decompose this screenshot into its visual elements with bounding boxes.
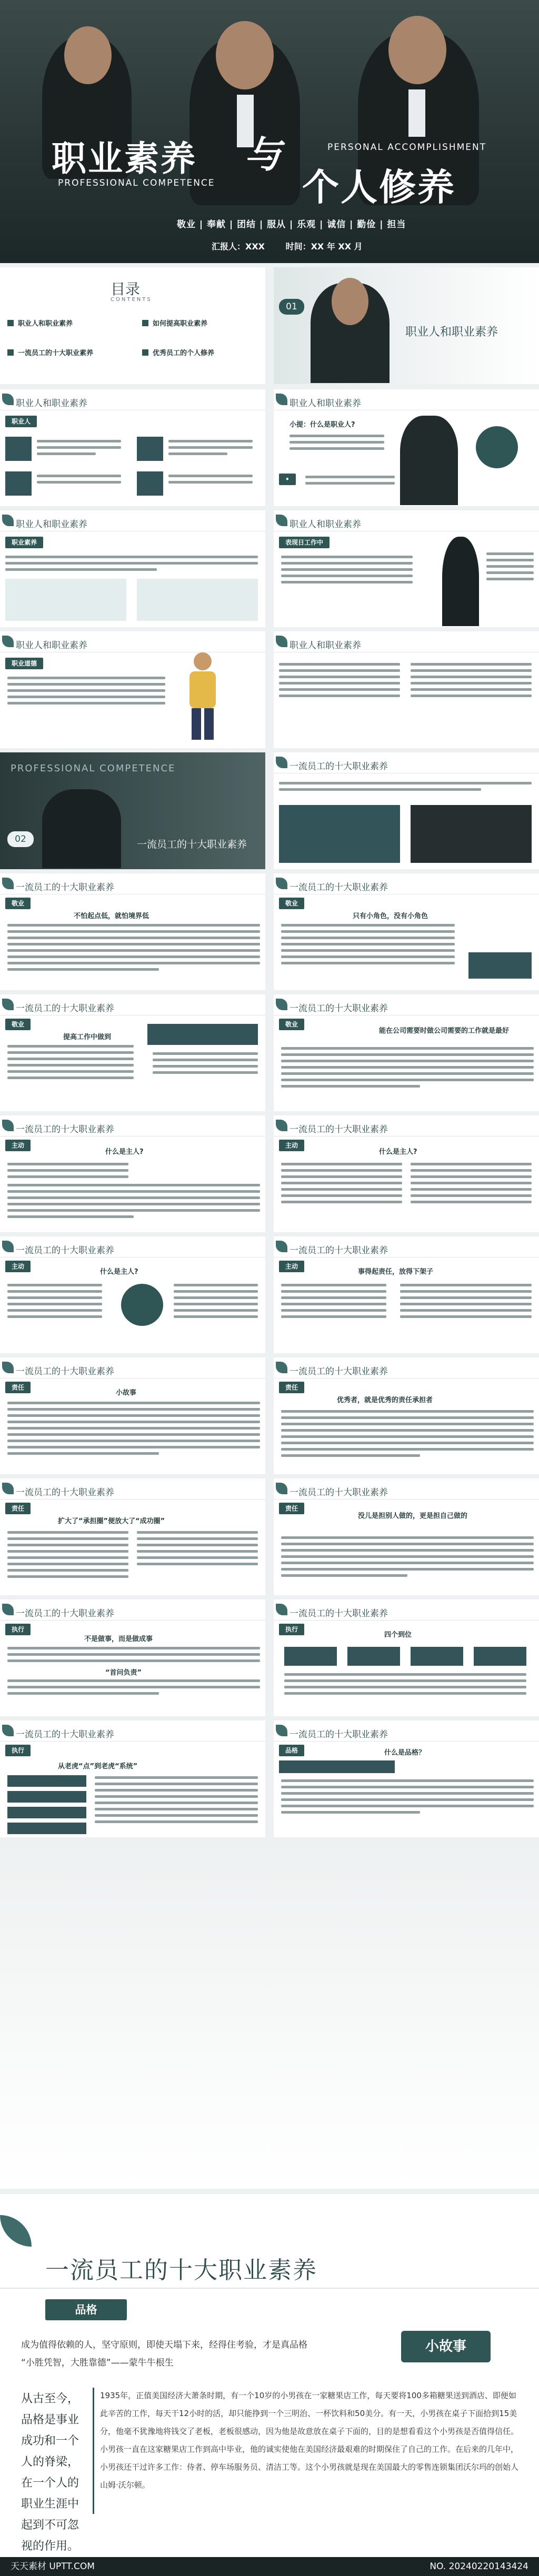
tag: • (279, 474, 296, 485)
leaf-icon (276, 1725, 287, 1736)
sub-title: 扩大了“承担圈”便放大了“成功圈” (58, 1517, 165, 1525)
sub-title: 优秀者，就是优秀的责任承担者 (337, 1396, 433, 1404)
sub-title: “首问负责” (105, 1669, 142, 1677)
step-box (7, 1823, 86, 1834)
leaf-icon (2, 394, 14, 405)
photo-box (411, 805, 532, 863)
info-box (5, 579, 126, 621)
vertical-divider (93, 2388, 94, 2514)
hero-en-left: PROFESSIONAL COMPETENCE (58, 178, 215, 188)
slide-ten-11[interactable] (0, 1478, 265, 1595)
leaf-icon (276, 394, 287, 405)
person-face (64, 26, 112, 84)
divider (0, 2288, 539, 2289)
shirt (408, 89, 425, 137)
slide-ten-13[interactable] (0, 1599, 265, 1716)
slide-ten-3[interactable] (0, 994, 265, 1111)
spacer (0, 1842, 539, 2194)
slide-header: 一流员工的十大职业素养 (16, 1366, 114, 1377)
slide-title: 一流员工的十大职业素养 (45, 2256, 318, 2284)
slide-header: 一流员工的十大职业素养 (290, 1487, 388, 1498)
sub-title: 不怕起点低，就怕境界低 (74, 912, 149, 920)
step-box (347, 1647, 400, 1666)
slide-header: 一流员工的十大职业素养 (16, 1487, 114, 1498)
slide-ten-8[interactable] (274, 1236, 539, 1353)
leaf-icon (2, 1241, 14, 1252)
person-face (216, 21, 274, 89)
toc-item[interactable]: 一流员工的十大职业素养 (18, 349, 94, 357)
slide-ten-12[interactable] (274, 1478, 539, 1595)
slide-quality[interactable] (0, 510, 265, 627)
leaf-icon (276, 878, 287, 889)
slide-header: 一流员工的十大职业素养 (290, 1003, 388, 1014)
tag-sincere: 敬业 (279, 898, 304, 909)
slide-ten-5[interactable] (0, 1115, 265, 1232)
slide-career[interactable] (0, 389, 265, 506)
section-en: PROFESSIONAL COMPETENCE (11, 763, 176, 774)
tag-sincere: 敬业 (5, 1019, 31, 1030)
slide-header: 一流员工的十大职业素养 (290, 1366, 388, 1377)
tag-duty: 责任 (279, 1503, 304, 1514)
story-badge: 小故事 (401, 2331, 491, 2362)
leaf-icon (2, 1483, 14, 1494)
tag-sincere: 敬业 (279, 1019, 304, 1030)
left-summary: 从古至今，品格是事业成功和一个人的脊梁，在一个人的职业生涯中起到不可忽视的作用。 (21, 2392, 79, 2553)
slide-ten-7[interactable] (0, 1236, 265, 1353)
list-box (279, 805, 400, 863)
hero-title-connector: 与 (244, 133, 281, 176)
sub-title: 什么是主人? (379, 1148, 417, 1156)
slide-header: 一流员工的十大职业素养 (16, 1729, 114, 1740)
step-box (411, 1647, 463, 1666)
highlight-box (468, 952, 532, 979)
footer-right: NO. 20240220143424 (430, 2561, 528, 2572)
step-box (7, 1807, 86, 1818)
sub-title: 什么是主人? (100, 1268, 138, 1276)
tag-work: 表现日工作中 (279, 537, 330, 548)
slide-header: 职业人和职业素养 (290, 398, 361, 409)
hero-banner (0, 0, 539, 263)
step-box (7, 1775, 86, 1787)
leaf-icon (276, 1362, 287, 1373)
highlight-box (147, 1024, 258, 1045)
toc-item[interactable]: 优秀员工的个人修养 (153, 349, 215, 357)
slide-header: 一流员工的十大职业素养 (16, 1608, 114, 1619)
tag-execute: 执行 (279, 1624, 304, 1635)
sub-title: 什么是主人? (105, 1148, 144, 1156)
slide-ten-1[interactable] (0, 873, 265, 990)
leaf-icon (276, 636, 287, 647)
slide-ten-9[interactable] (0, 1357, 265, 1474)
tag-quality: 职业素养 (5, 537, 43, 548)
lead-quote: “小胜凭智，大胜靠德”——蒙牛牛根生 (21, 2358, 174, 2368)
tag-main: 主动 (279, 1261, 304, 1272)
slide-header: 一流员工的十大职业素养 (16, 1003, 114, 1014)
leaf-icon (2, 1120, 14, 1131)
footer-left: 天天素材 UPTT.COM (11, 2561, 95, 2572)
toc-title: 目录 (111, 280, 141, 298)
bullet-icon (142, 320, 148, 326)
lead-line: 成为值得依赖的人，坚守原则，即使天塌下来，经得住考验，才是真品格 (21, 2340, 307, 2350)
tag-ethics: 职业道德 (5, 658, 43, 669)
sub-title: 四个到位 (384, 1631, 412, 1639)
slide-header: 一流员工的十大职业素养 (16, 882, 114, 893)
sub-title: 小故事 (116, 1389, 137, 1397)
slide-ethics-2[interactable] (274, 631, 539, 748)
sub-title: 事得起责任，放得下架子 (358, 1268, 434, 1276)
slide-ten-2[interactable] (274, 873, 539, 990)
slide-header: 职业人和职业素养 (16, 519, 87, 530)
woman-figure (442, 537, 479, 626)
leaf-icon (276, 1483, 287, 1494)
section-title: 一流员工的十大职业素养 (137, 839, 247, 850)
leaf-icon (276, 515, 287, 526)
step-box (474, 1647, 526, 1666)
tag-main: 主动 (5, 1261, 31, 1272)
slide-header: 职业人和职业素养 (16, 398, 87, 409)
slide-header: 一流员工的十大职业素养 (290, 1729, 388, 1740)
slide-what-career[interactable] (274, 389, 539, 506)
watermark-footer (0, 2557, 539, 2576)
sub-title: 什么是品格？ (384, 1749, 426, 1757)
leaf-icon (2, 1604, 14, 1615)
question-title: 小提：什么是职业人? (290, 421, 355, 429)
sub-title: 不是做事，而是做成事 (84, 1635, 153, 1643)
slide-header: 一流员工的十大职业素养 (290, 761, 388, 772)
leaf-icon (2, 515, 14, 526)
bullet-icon (7, 349, 14, 356)
toc-item[interactable]: 如何提高职业素养 (153, 320, 208, 328)
sub-title: 从老虎“点”到老虎“系统” (58, 1763, 138, 1770)
tag-duty: 责任 (5, 1382, 31, 1393)
tag-career: 职业人 (5, 416, 37, 427)
toc-sub: CONTENTS (111, 297, 152, 303)
slide-header: 职业人和职业素养 (290, 519, 361, 530)
tag-execute: 执行 (5, 1624, 31, 1635)
leaf-icon (2, 999, 14, 1010)
highlight-box (279, 1760, 395, 1773)
slide-section-02[interactable] (0, 752, 265, 869)
card-icon (137, 437, 163, 461)
person-face (388, 16, 446, 84)
leaf-icon (0, 2215, 32, 2247)
bullet-icon (142, 349, 148, 356)
quality-tag: 品格 (45, 2299, 127, 2320)
slide-ethics[interactable] (0, 631, 265, 748)
hero-en-right: PERSONAL ACCOMPLISHMENT (327, 142, 487, 153)
hero-title-left: 职业素养 (52, 138, 197, 179)
section-title: 职业人和职业素养 (405, 326, 498, 339)
slide-header: 职业人和职业素养 (290, 640, 361, 651)
tag-main: 主动 (279, 1140, 304, 1151)
bullet-icon (7, 320, 14, 326)
card-icon (5, 437, 32, 461)
lead-text (21, 2336, 358, 2372)
slide-ten-intro[interactable] (274, 752, 539, 869)
card-icon (137, 471, 163, 496)
hero-tags: 敬业 | 奉献 | 团结 | 服从 | 乐观 | 诚信 | 勤俭 | 担当 (177, 219, 406, 230)
slide-ten-4[interactable] (274, 994, 539, 1111)
leaf-icon (2, 1725, 14, 1736)
card-icon (5, 471, 32, 496)
step-box (7, 1791, 86, 1803)
walking-man-illustration (184, 652, 221, 742)
section-number: 01 (279, 299, 304, 315)
slide-header: 一流员工的十大职业素养 (290, 1245, 388, 1256)
slide-header: 职业人和职业素养 (16, 640, 87, 651)
leaf-icon (276, 999, 287, 1010)
leaf-icon (2, 878, 14, 889)
slide-work-show[interactable] (274, 510, 539, 627)
slide-ten-10[interactable] (274, 1357, 539, 1474)
slide-ten-14[interactable] (274, 1599, 539, 1716)
leaf-icon (276, 1604, 287, 1615)
sub-title: 提高工作中做到 (63, 1033, 112, 1041)
slide-header: 一流员工的十大职业素养 (290, 1608, 388, 1619)
sub-title: 只有小角色，没有小角色 (353, 912, 428, 920)
slide-ten-6[interactable] (274, 1115, 539, 1232)
slide-ten-16[interactable] (274, 1720, 539, 1837)
toc-item[interactable]: 职业人和职业素养 (18, 320, 73, 328)
user-icon (121, 1284, 163, 1326)
tag-duty: 责任 (5, 1503, 31, 1514)
step-box (284, 1647, 337, 1666)
leaf-icon (2, 1362, 14, 1373)
meta-date: 时间：XX 年 XX 月 (285, 242, 363, 251)
tag-execute: 执行 (5, 1745, 31, 1756)
person-photo (42, 789, 121, 868)
slide-header: 一流员工的十大职业素养 (290, 1124, 388, 1135)
slide-quality-detail[interactable] (0, 2194, 539, 2576)
slide-header: 一流员工的十大职业素养 (16, 1124, 114, 1135)
slide-ten-15[interactable] (0, 1720, 265, 1837)
hero-title-right: 个人修养 (302, 165, 456, 209)
leaf-icon (2, 636, 14, 647)
hero-meta (212, 240, 381, 252)
story-body: 1935年，正值美国经济大萧条时期，有一个10岁的小男孩在一家糖果店工作，每天要将100多箱糖果送到酒店、即便如此辛苦的工作，每天干12小时的活，却只能挣到一个三明治、一杯饮料和50美分。有一天，小男孩在桌子下面拾到15美分，他毫不犹豫地将钱交了老板，老板很感动，因为他是故意放在桌子下面的，目的是想看看这个小男孩是否值得信任。小男孩一直在这家糖果店工作到高中毕业，他的诚实使他在美国经济最艰难的时期保住了自己的工作。在后来的几年中，小男孩还干过许多工作：侍者、停车场服务员、清洁工等。这个小男孩就是现在美国最大的零售连锁集团沃尔玛的创始人山姆·沃尔顿。 (100, 2391, 519, 2490)
info-box (137, 579, 258, 621)
meta-reporter: 汇报人：XXX (212, 242, 265, 251)
person-face (332, 278, 368, 325)
leaf-icon (276, 757, 287, 768)
sub-title: 没儿是担别人做的，更是担自己做的 (358, 1512, 468, 1520)
slide-toc[interactable] (0, 267, 265, 384)
slide-header: 一流员工的十大职业素养 (290, 882, 388, 893)
person-photo (400, 416, 458, 505)
tag-quality: 品格 (279, 1745, 304, 1756)
leaf-icon (276, 1241, 287, 1252)
slide-section-01[interactable] (274, 267, 539, 384)
section-number: 02 (7, 831, 34, 847)
tag-duty: 责任 (279, 1382, 304, 1393)
tag-main: 主动 (5, 1140, 31, 1151)
sub-title: 能在公司需要时做公司需要的工作就是最好 (379, 1027, 510, 1035)
slide-header: 一流员工的十大职业素养 (16, 1245, 114, 1256)
tag-sincere: 敬业 (5, 898, 31, 909)
leaf-icon (276, 1120, 287, 1131)
user-check-icon (476, 426, 518, 468)
